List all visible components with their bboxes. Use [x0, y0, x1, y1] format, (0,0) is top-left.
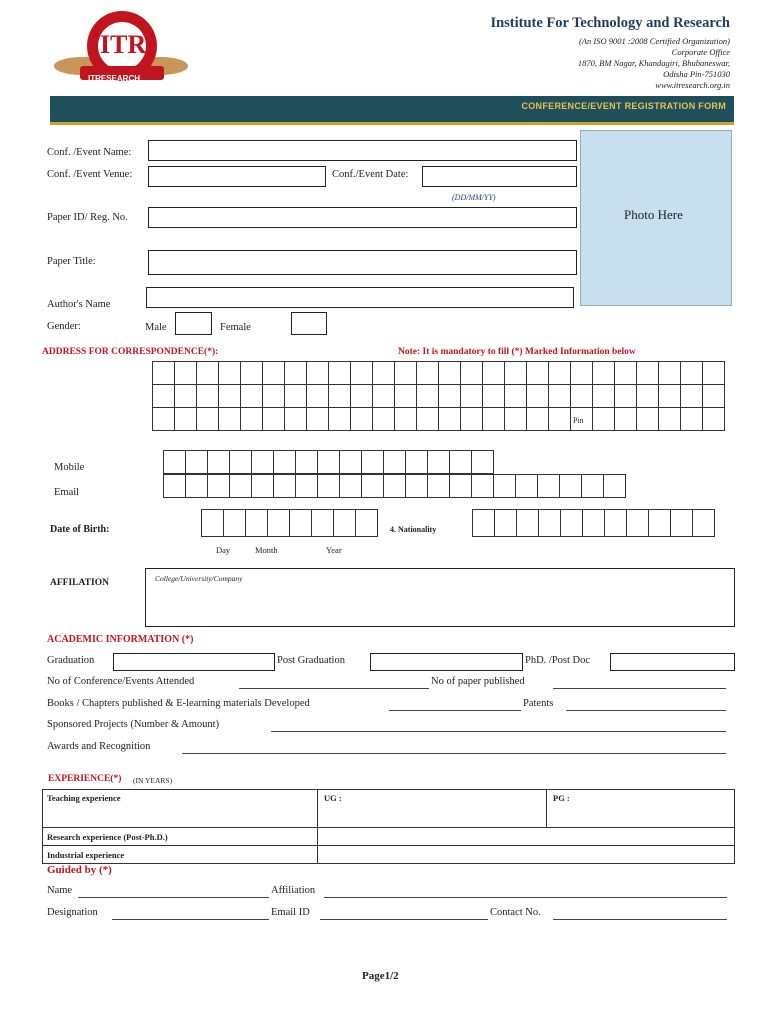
projects-label: Sponsored Projects (Number & Amount): [47, 719, 220, 730]
address-cell[interactable]: [417, 362, 439, 385]
address-cell[interactable]: [593, 408, 615, 431]
banner-title: CONFERENCE/EVENT REGISTRATION FORM: [521, 101, 726, 111]
logo-ribbon: ITRESEARCH: [88, 74, 141, 83]
guide-email-line[interactable]: [320, 919, 488, 920]
address-cell[interactable]: [329, 362, 351, 385]
email-cell[interactable]: [274, 475, 296, 498]
address-cell[interactable]: [593, 385, 615, 408]
papers-line[interactable]: [553, 688, 726, 689]
awards-line[interactable]: [182, 753, 726, 754]
address-cell[interactable]: [615, 362, 637, 385]
paper-title-label: Paper Title:: [47, 256, 96, 267]
conf-name-input[interactable]: [148, 140, 577, 161]
address-cell[interactable]: [549, 408, 571, 431]
address-cell[interactable]: [461, 385, 483, 408]
address-cell[interactable]: [153, 408, 175, 431]
logo-letters: ITR: [100, 30, 147, 59]
nationality-cell[interactable]: [517, 510, 539, 537]
address-cell[interactable]: [593, 362, 615, 385]
graduation-input[interactable]: [113, 653, 275, 671]
address-cell[interactable]: [351, 408, 373, 431]
email-cell[interactable]: [384, 475, 406, 498]
email-cell[interactable]: [208, 475, 230, 498]
industrial-label: Industrial experience: [43, 846, 318, 864]
address-cell[interactable]: [659, 408, 681, 431]
guided-heading: Guided by (*): [47, 864, 112, 876]
email-cell[interactable]: [494, 475, 516, 498]
email-cell[interactable]: [164, 475, 186, 498]
address-cell[interactable]: [703, 362, 725, 385]
address-cell[interactable]: [373, 408, 395, 431]
email-cell[interactable]: [472, 475, 494, 498]
org-address: [578, 36, 730, 91]
address-cell[interactable]: [153, 362, 175, 385]
guide-designation-line[interactable]: [112, 919, 269, 920]
address-cell[interactable]: [505, 385, 527, 408]
address-cell[interactable]: [241, 385, 263, 408]
address-cell[interactable]: [527, 408, 549, 431]
address-cell[interactable]: [197, 408, 219, 431]
address-cell[interactable]: [527, 385, 549, 408]
industrial-input[interactable]: [318, 846, 735, 864]
address-cell[interactable]: [285, 362, 307, 385]
address-cell[interactable]: [461, 362, 483, 385]
email-cell[interactable]: [428, 475, 450, 498]
photo-label: Photo Here: [624, 207, 683, 222]
nationality-cell[interactable]: [583, 510, 605, 537]
teaching-label: Teaching experience: [43, 790, 318, 828]
male-label: Male: [145, 322, 167, 333]
address-cell[interactable]: [417, 408, 439, 431]
academic-heading: ACADEMIC INFORMATION (*): [47, 634, 194, 645]
page-number: Page1/2: [362, 970, 399, 982]
email-cell[interactable]: [186, 475, 208, 498]
address-cell[interactable]: [615, 385, 637, 408]
address-cell[interactable]: [395, 385, 417, 408]
research-input[interactable]: [318, 828, 735, 846]
affiliation-hint: College/University/Company: [155, 574, 243, 583]
phd-input[interactable]: [610, 653, 735, 671]
books-label: Books / Chapters published & E-learning materials Developed: [47, 698, 310, 709]
nationality-cell[interactable]: [495, 510, 517, 537]
conf-date-input[interactable]: [422, 166, 577, 187]
paper-id-label: Paper ID/ Reg. No.: [47, 212, 128, 223]
dob-cell[interactable]: [290, 510, 312, 537]
address-cell[interactable]: [175, 385, 197, 408]
email-cell[interactable]: [582, 475, 604, 498]
mobile-cell[interactable]: [362, 451, 384, 474]
mandatory-note: Note: It is mandatory to fill (*) Marked Information below: [398, 347, 636, 357]
female-checkbox[interactable]: [291, 312, 327, 335]
email-cell[interactable]: [252, 475, 274, 498]
address-cell[interactable]: [681, 385, 703, 408]
address-cell[interactable]: [263, 408, 285, 431]
female-label: Female: [220, 322, 251, 333]
phd-label: PhD. /Post Doc: [525, 655, 591, 666]
address-cell[interactable]: [351, 362, 373, 385]
mobile-cell[interactable]: [406, 451, 428, 474]
address-cell[interactable]: [483, 408, 505, 431]
address-cell[interactable]: [395, 408, 417, 431]
gender-label: Gender:: [47, 321, 81, 332]
author-label: Author's Name: [47, 299, 111, 310]
nationality-label: 4. Nationality: [390, 525, 437, 534]
address-cell[interactable]: [175, 362, 197, 385]
address-cell[interactable]: [417, 385, 439, 408]
dob-cell[interactable]: [356, 510, 378, 537]
patents-line[interactable]: [566, 710, 726, 711]
org-line: www.itresearch.org.in: [655, 80, 730, 90]
pin-label: Pin: [573, 416, 584, 425]
org-line: Odisha Pin-751030: [663, 69, 730, 79]
address-cell[interactable]: [329, 385, 351, 408]
address-cell[interactable]: [703, 408, 725, 431]
address-cell[interactable]: [241, 408, 263, 431]
email-cell[interactable]: [538, 475, 560, 498]
email-cell[interactable]: [450, 475, 472, 498]
experience-table: [42, 789, 735, 864]
month-label: Month: [255, 545, 278, 555]
org-line: 1870, BM Nagar, Khandagiri, Bhubaneswar,: [577, 58, 730, 68]
address-cell[interactable]: [373, 385, 395, 408]
address-cell[interactable]: [263, 362, 285, 385]
author-input[interactable]: [146, 287, 574, 308]
papers-label: No of paper published: [431, 676, 525, 687]
address-cell[interactable]: [703, 385, 725, 408]
mobile-cell[interactable]: [472, 451, 494, 474]
address-cell[interactable]: [549, 362, 571, 385]
address-cell[interactable]: [659, 385, 681, 408]
address-cell[interactable]: [439, 408, 461, 431]
guide-email-label: Email ID: [271, 907, 310, 918]
guide-contact-line[interactable]: [553, 919, 727, 920]
guide-affiliation-line[interactable]: [324, 897, 727, 898]
address-cell[interactable]: [175, 408, 197, 431]
address-cell[interactable]: [505, 362, 527, 385]
pg-cell[interactable]: PG :: [547, 790, 735, 828]
nationality-cell[interactable]: [627, 510, 649, 537]
nationality-cell[interactable]: [473, 510, 495, 537]
org-line: (An ISO 9001 :2008 Certified Organization): [578, 36, 730, 46]
nationality-cell[interactable]: [561, 510, 583, 537]
mobile-cell[interactable]: [186, 451, 208, 474]
nationality-cell[interactable]: [539, 510, 561, 537]
email-cell[interactable]: [296, 475, 318, 498]
experience-unit: (IN YEARS): [133, 776, 173, 785]
dob-cell[interactable]: [202, 510, 224, 537]
nationality-grid[interactable]: [472, 509, 715, 537]
mobile-cell[interactable]: [384, 451, 406, 474]
year-label: Year: [326, 545, 342, 555]
email-cell[interactable]: [340, 475, 362, 498]
conf-venue-label: Conf. /Event Venue:: [47, 169, 133, 180]
experience-heading: EXPERIENCE(*): [48, 774, 122, 784]
mobile-cell[interactable]: [318, 451, 340, 474]
affiliation-label: AFFILATION: [50, 578, 109, 588]
mobile-cell[interactable]: [296, 451, 318, 474]
date-format-hint: (DD/MM/YY): [452, 193, 496, 202]
conf-name-label: Conf. /Event Name:: [47, 147, 132, 158]
conf-date-label: Conf./Event Date:: [332, 169, 409, 180]
dob-cell[interactable]: [246, 510, 268, 537]
address-cell[interactable]: [307, 362, 329, 385]
address-cell[interactable]: [197, 362, 219, 385]
address-grid[interactable]: [152, 361, 725, 431]
address-cell[interactable]: [615, 408, 637, 431]
address-cell[interactable]: [329, 408, 351, 431]
email-cell[interactable]: [516, 475, 538, 498]
mobile-cell[interactable]: [230, 451, 252, 474]
mobile-label: Mobile: [54, 462, 85, 473]
dob-label: Date of Birth:: [50, 524, 110, 535]
address-cell[interactable]: [285, 385, 307, 408]
mobile-cell[interactable]: [252, 451, 274, 474]
email-label: Email: [54, 487, 80, 498]
email-cell[interactable]: [318, 475, 340, 498]
address-cell[interactable]: [219, 385, 241, 408]
address-cell[interactable]: [527, 362, 549, 385]
conferences-line[interactable]: [239, 688, 429, 689]
nationality-cell[interactable]: [649, 510, 671, 537]
patents-label: Patents: [523, 698, 554, 709]
address-cell[interactable]: [439, 362, 461, 385]
nationality-cell[interactable]: [671, 510, 693, 537]
day-label: Day: [216, 545, 231, 555]
mobile-cell[interactable]: [274, 451, 296, 474]
address-cell[interactable]: [153, 385, 175, 408]
address-cell[interactable]: [219, 362, 241, 385]
guide-affiliation-label: Affiliation: [271, 885, 316, 896]
logo: [52, 8, 192, 92]
guide-name-label: Name: [47, 885, 73, 896]
email-grid[interactable]: [163, 474, 626, 498]
awards-label: Awards and Recognition: [47, 741, 151, 752]
address-cell[interactable]: [637, 408, 659, 431]
address-cell[interactable]: [197, 385, 219, 408]
dob-grid[interactable]: [201, 509, 378, 537]
address-cell[interactable]: [351, 385, 373, 408]
conf-venue-input[interactable]: [148, 166, 326, 187]
dob-cell[interactable]: [312, 510, 334, 537]
address-cell[interactable]: [505, 408, 527, 431]
mobile-cell[interactable]: [340, 451, 362, 474]
email-cell[interactable]: [604, 475, 626, 498]
address-cell[interactable]: [307, 385, 329, 408]
mobile-cell[interactable]: [450, 451, 472, 474]
address-cell[interactable]: [483, 362, 505, 385]
address-cell[interactable]: [439, 385, 461, 408]
address-cell[interactable]: [549, 385, 571, 408]
email-cell[interactable]: [362, 475, 384, 498]
guide-designation-label: Designation: [47, 907, 98, 918]
books-line[interactable]: [389, 710, 521, 711]
graduation-label: Graduation: [47, 655, 95, 666]
address-cell[interactable]: [637, 362, 659, 385]
post-graduation-label: Post Graduation: [277, 655, 345, 666]
org-title: Institute For Technology and Research: [490, 15, 730, 31]
address-heading: ADDRESS FOR CORRESPONDENCE(*):: [42, 347, 219, 357]
paper-title-input[interactable]: [148, 250, 577, 275]
address-cell[interactable]: [285, 408, 307, 431]
male-checkbox[interactable]: [175, 312, 212, 335]
address-cell[interactable]: [461, 408, 483, 431]
mobile-cell[interactable]: [208, 451, 230, 474]
address-cell[interactable]: [307, 408, 329, 431]
address-cell[interactable]: [219, 408, 241, 431]
email-cell[interactable]: [406, 475, 428, 498]
address-cell[interactable]: [681, 362, 703, 385]
post-graduation-input[interactable]: [370, 653, 523, 671]
mobile-cell[interactable]: [164, 451, 186, 474]
nationality-cell[interactable]: [605, 510, 627, 537]
address-cell[interactable]: [571, 362, 593, 385]
address-cell[interactable]: [659, 362, 681, 385]
address-cell[interactable]: [681, 408, 703, 431]
ug-cell[interactable]: UG :: [318, 790, 547, 828]
address-cell[interactable]: [571, 385, 593, 408]
guide-contact-label: Contact No.: [490, 907, 541, 918]
address-cell[interactable]: [373, 362, 395, 385]
org-line: Corporate Office: [671, 47, 730, 57]
dob-cell[interactable]: [334, 510, 356, 537]
projects-line[interactable]: [271, 731, 726, 732]
email-cell[interactable]: [230, 475, 252, 498]
mobile-cell[interactable]: [428, 451, 450, 474]
nationality-cell[interactable]: [693, 510, 715, 537]
email-cell[interactable]: [560, 475, 582, 498]
address-cell[interactable]: [263, 385, 285, 408]
guide-name-line[interactable]: [78, 897, 269, 898]
dob-cell[interactable]: [268, 510, 290, 537]
address-cell[interactable]: [241, 362, 263, 385]
mobile-grid[interactable]: [163, 450, 494, 474]
address-cell[interactable]: [637, 385, 659, 408]
paper-id-input[interactable]: [148, 207, 577, 228]
conferences-label: No of Conference/Events Attended: [47, 676, 195, 687]
address-cell[interactable]: [483, 385, 505, 408]
address-cell[interactable]: [395, 362, 417, 385]
dob-cell[interactable]: [224, 510, 246, 537]
research-label: Research experience (Post-Ph.D.): [43, 828, 318, 846]
